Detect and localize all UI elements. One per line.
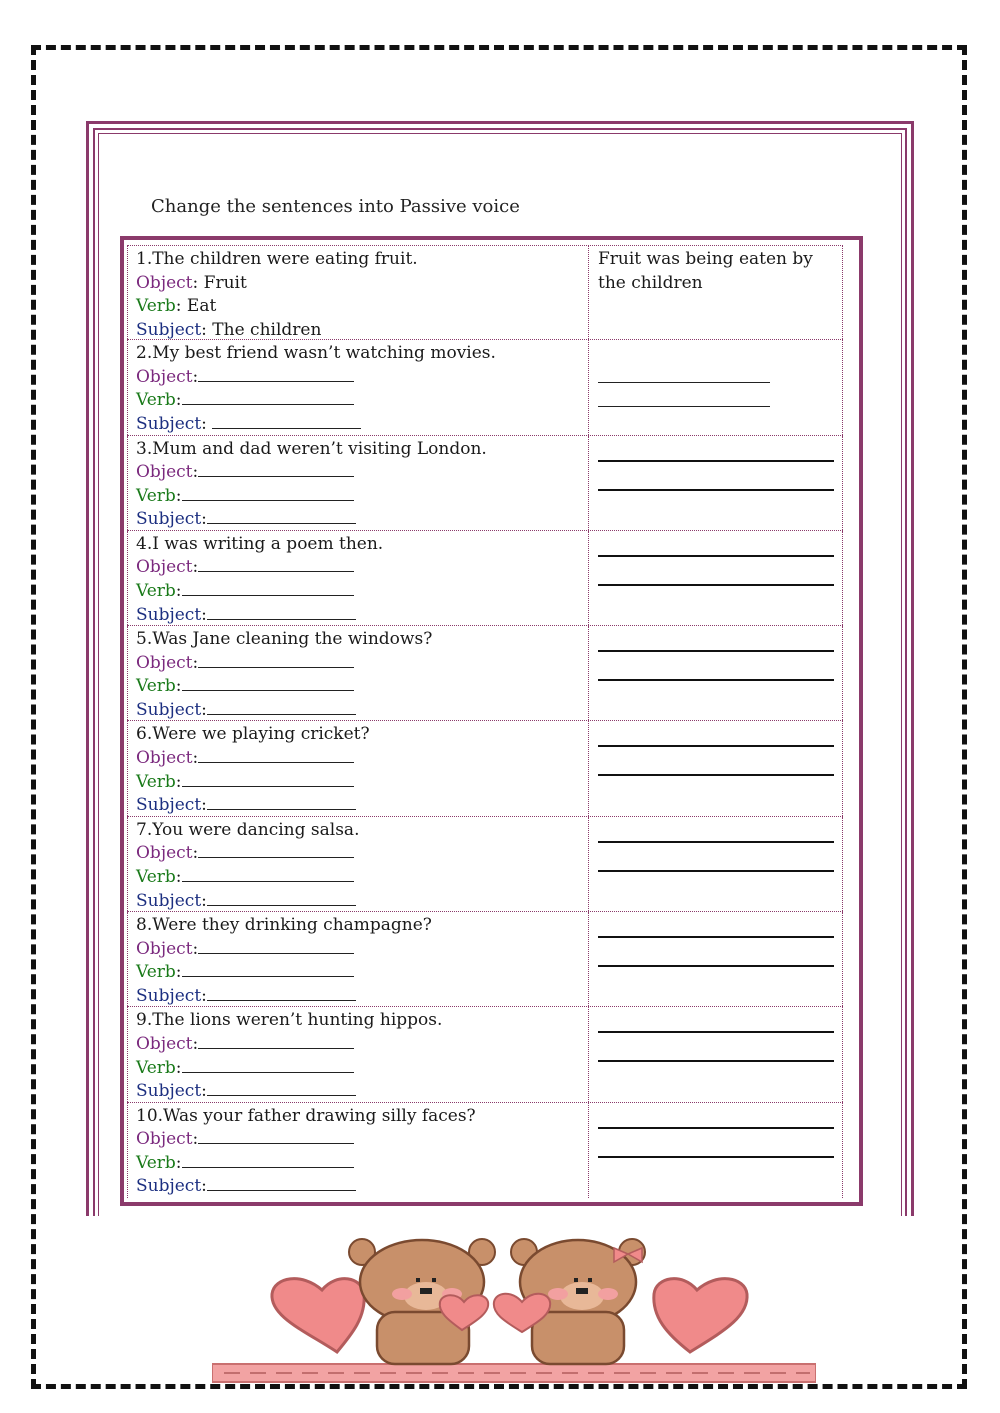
- question-cell: 3.Mum and dad weren’t visiting London. Object: Verb: Subject:: [127, 436, 589, 530]
- verb-label: Verb: [136, 1152, 176, 1173]
- object-blank[interactable]: [198, 843, 354, 858]
- teddy-bears-hearts-illustration: [212, 1232, 816, 1384]
- answer-line[interactable]: [598, 679, 834, 681]
- verb-blank[interactable]: [182, 867, 354, 882]
- verb-label: Verb: [136, 962, 176, 983]
- answer-line[interactable]: [598, 1060, 834, 1062]
- verb-label: Verb: [136, 390, 176, 411]
- verb-blank[interactable]: [182, 581, 354, 596]
- instruction-text: Change the sentences into Passive voice: [151, 196, 520, 217]
- exercise-table: [127, 245, 843, 1198]
- table-row: [127, 721, 843, 816]
- verb-blank[interactable]: [182, 1153, 354, 1168]
- verb-blank[interactable]: [182, 962, 354, 977]
- answer-cell: [589, 531, 843, 625]
- answer-cell: [589, 626, 843, 720]
- answer-line[interactable]: [598, 774, 834, 776]
- verb-label: Verb: [136, 771, 176, 792]
- object-label: Object: [136, 843, 193, 864]
- verb-label: Verb: [136, 485, 176, 506]
- question-cell: 10.Was your father drawing silly faces? Object: Verb: Subject:: [127, 1103, 589, 1198]
- object-label: Object: [136, 1033, 193, 1054]
- subject-blank[interactable]: [207, 1176, 356, 1191]
- verb-blank[interactable]: [182, 390, 354, 405]
- answer-line[interactable]: [598, 382, 770, 383]
- table-row: [127, 245, 843, 340]
- question-cell: 6.Were we playing cricket? Object: Verb: Subject:: [127, 721, 589, 815]
- subject-label: Subject: [136, 795, 202, 816]
- question-sentence: 3.Mum and dad weren’t visiting London.: [136, 438, 487, 459]
- answer-line[interactable]: [598, 489, 834, 491]
- subject-blank[interactable]: [207, 986, 356, 1001]
- question-sentence: 7.You were dancing salsa.: [136, 819, 360, 840]
- object-label: Object: [136, 938, 193, 959]
- subject-label: Subject: [136, 414, 202, 435]
- question-cell: 5.Was Jane cleaning the windows? Object: Verb: Subject:: [127, 626, 589, 720]
- answer-cell: [589, 340, 843, 434]
- object-blank[interactable]: [198, 748, 354, 763]
- answer-cell: [589, 436, 843, 530]
- question-sentence: 6.Were we playing cricket?: [136, 724, 370, 745]
- subject-blank[interactable]: [207, 700, 356, 715]
- question-cell: 2.My best friend wasn’t watching movies. Object: Verb: Subject:: [127, 340, 589, 434]
- example-subject: : The children: [201, 319, 322, 340]
- answer-line[interactable]: [598, 555, 834, 557]
- table-row: [127, 817, 843, 912]
- verb-label: Verb: [136, 676, 176, 697]
- subject-label: Subject: [136, 699, 202, 720]
- answer-line[interactable]: [598, 406, 770, 407]
- verb-blank[interactable]: [182, 676, 354, 691]
- object-label: Object: [136, 462, 193, 483]
- table-row: [127, 436, 843, 531]
- answer-line[interactable]: [598, 841, 834, 843]
- table-row: [127, 1007, 843, 1102]
- object-label: Object: [136, 1129, 193, 1150]
- question-sentence: 4.I was writing a poem then.: [136, 533, 384, 554]
- question-cell: 9.The lions weren’t hunting hippos. Object: Verb: Subject:: [127, 1007, 589, 1101]
- table-row: [127, 531, 843, 626]
- answer-line[interactable]: [598, 1031, 834, 1033]
- question-sentence: 2.My best friend wasn’t watching movies.: [136, 343, 496, 364]
- answer-cell: [589, 246, 843, 339]
- answer-line[interactable]: [598, 870, 834, 872]
- subject-label: Subject: [136, 509, 202, 530]
- subject-label: Subject: [136, 604, 202, 625]
- subject-blank[interactable]: [207, 795, 356, 810]
- question-cell: 8.Were they drinking champagne? Object: Verb: Subject:: [127, 912, 589, 1006]
- verb-blank[interactable]: [182, 1058, 354, 1073]
- heart-icon: [272, 1279, 364, 1352]
- answer-cell: [589, 912, 843, 1006]
- subject-blank[interactable]: [207, 605, 356, 620]
- subject-label: Subject: [136, 319, 202, 340]
- question-cell: 4.I was writing a poem then. Object: Verb: Subject:: [127, 531, 589, 625]
- answer-line[interactable]: [598, 1127, 834, 1129]
- verb-label: Verb: [136, 296, 176, 317]
- table-row: [127, 340, 843, 435]
- answer-cell: [589, 817, 843, 911]
- question-sentence: 8.Were they drinking champagne?: [136, 915, 432, 936]
- example-answer: Fruit was being eaten by the children: [598, 249, 813, 293]
- answer-cell: [589, 721, 843, 815]
- answer-cell: [589, 1103, 843, 1198]
- subject-label: Subject: [136, 890, 202, 911]
- verb-blank[interactable]: [182, 772, 354, 787]
- subject-blank[interactable]: [207, 509, 356, 524]
- object-label: Object: [136, 748, 193, 769]
- object-blank[interactable]: [198, 653, 354, 668]
- object-blank[interactable]: [198, 1129, 354, 1144]
- subject-label: Subject: [136, 1081, 202, 1102]
- question-sentence: 9.The lions weren’t hunting hippos.: [136, 1010, 443, 1031]
- table-row: [127, 912, 843, 1007]
- verb-label: Verb: [136, 581, 176, 602]
- subject-label: Subject: [136, 1176, 202, 1197]
- verb-label: Verb: [136, 866, 176, 887]
- table-row: [127, 1103, 843, 1198]
- question-sentence: 10.Was your father drawing silly faces?: [136, 1105, 476, 1126]
- heart-icon: [654, 1279, 747, 1352]
- object-blank[interactable]: [198, 939, 354, 954]
- example-verb: : Eat: [175, 296, 217, 317]
- object-label: Object: [136, 652, 193, 673]
- object-label: Object: [136, 366, 193, 387]
- question-sentence: 5.Was Jane cleaning the windows?: [136, 629, 433, 650]
- question-cell: [127, 246, 589, 339]
- table-row: [127, 626, 843, 721]
- answer-cell: [589, 1007, 843, 1101]
- subject-blank[interactable]: [212, 414, 361, 429]
- answer-line[interactable]: [598, 1156, 834, 1158]
- verb-label: Verb: [136, 1057, 176, 1078]
- subject-blank[interactable]: [207, 891, 356, 906]
- answer-line[interactable]: [598, 936, 834, 938]
- object-blank[interactable]: [198, 462, 354, 477]
- example-object: : Fruit: [192, 272, 247, 293]
- object-blank[interactable]: [198, 367, 354, 382]
- answer-line[interactable]: [598, 965, 834, 967]
- answer-line[interactable]: [598, 584, 834, 586]
- question-sentence: 1.The children were eating fruit.: [136, 249, 418, 269]
- subject-label: Subject: [136, 985, 202, 1006]
- answer-line[interactable]: [598, 650, 834, 652]
- answer-line[interactable]: [598, 460, 834, 462]
- object-label: Object: [136, 557, 193, 578]
- answer-line[interactable]: [598, 745, 834, 747]
- object-blank[interactable]: [198, 557, 354, 572]
- verb-blank[interactable]: [182, 486, 354, 501]
- object-label: Object: [136, 272, 193, 293]
- question-cell: 7.You were dancing salsa. Object: Verb: Subject:: [127, 817, 589, 911]
- subject-blank[interactable]: [207, 1081, 356, 1096]
- object-blank[interactable]: [198, 1034, 354, 1049]
